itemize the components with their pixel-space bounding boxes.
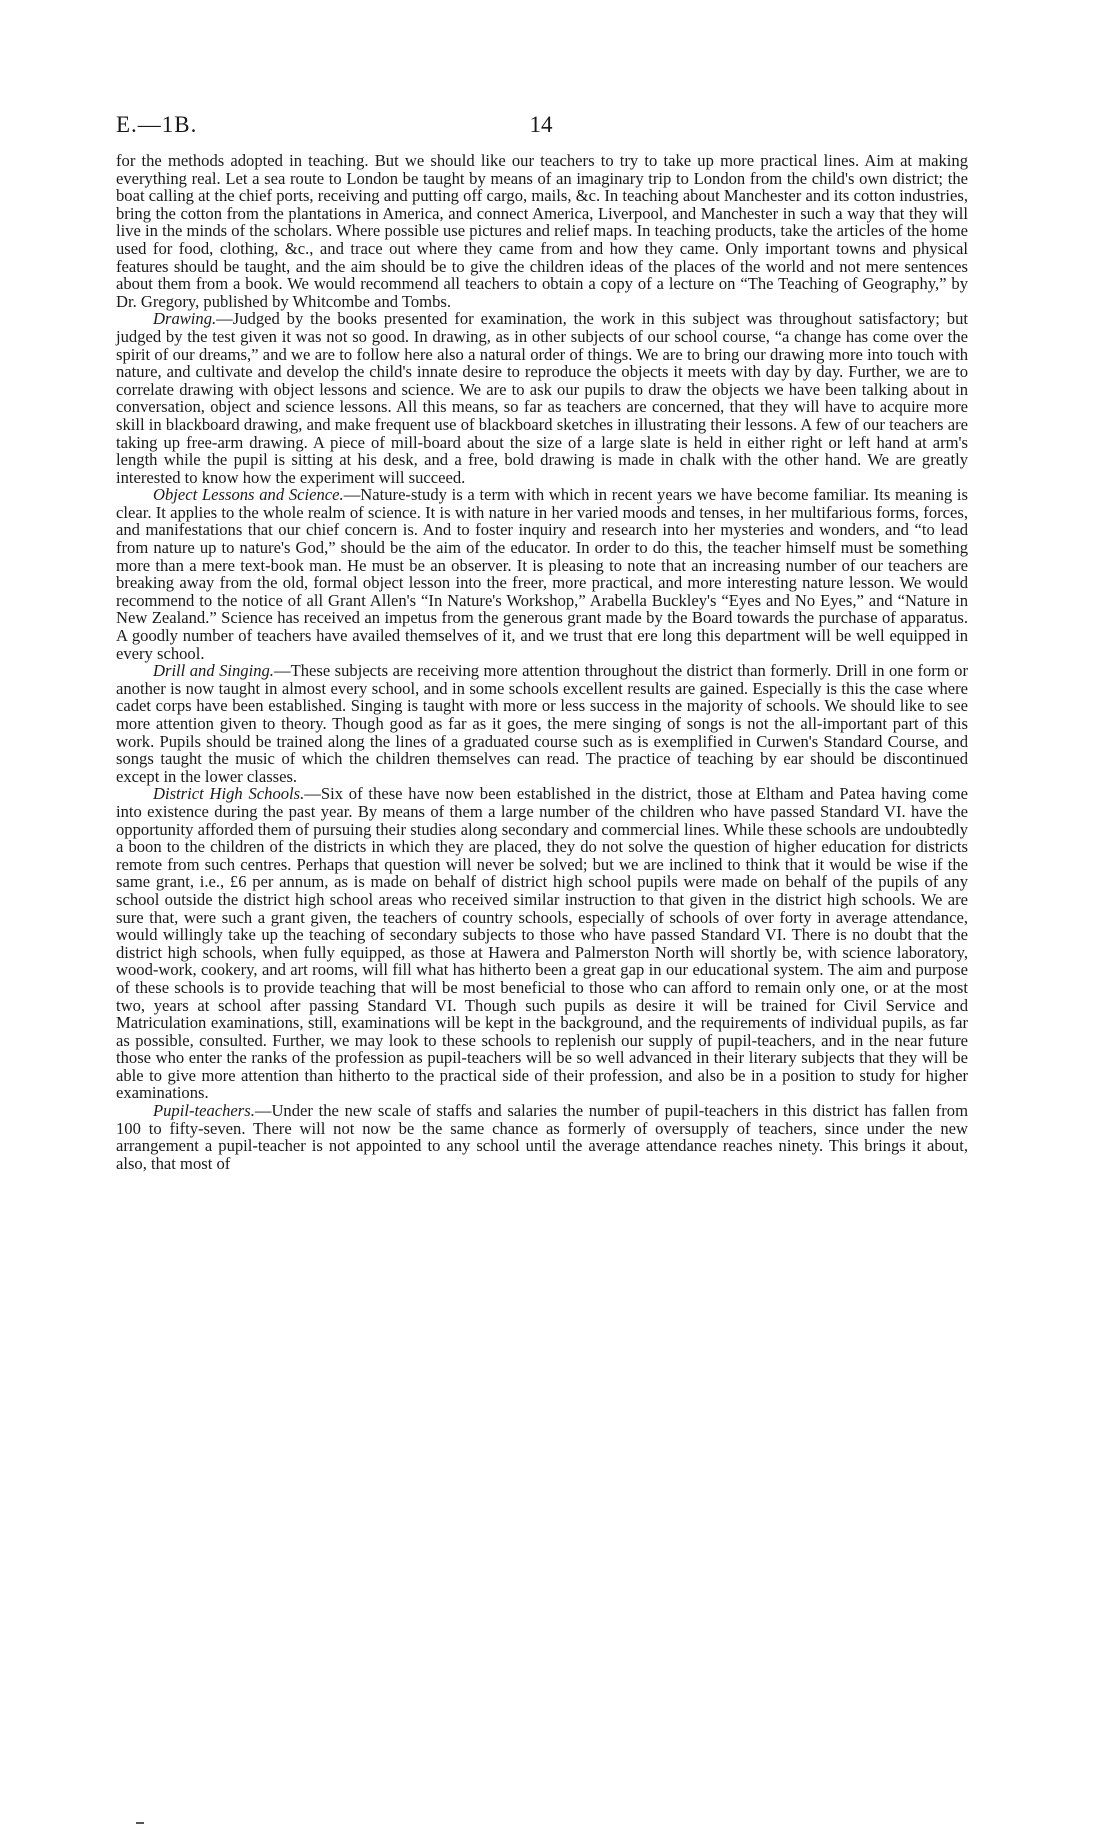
section-heading-district-high-schools: District High Schools.	[153, 784, 305, 804]
paragraph-object-lessons	[116, 486, 968, 662]
section-heading-object-lessons: Object Lessons and Science.	[153, 485, 344, 505]
page-body	[116, 152, 968, 1172]
paragraph-text: for the methods adopted in teaching. But we should like our teachers to try to take up more practical lines. Aim at making everything real. Let a sea route to London be taught by means of an imaginary trip to London from the child's own district; the boat calling at the chief ports, receiving and putting off cargo, mails, &c. In teaching about Manchester and its cotton industries, bring the cotton from the plantations in America, and connect America, Liverpool, and Manchester in such a way that they will live in the minds of the scholars. Where possible use pictures and relief maps. In teaching products, take the articles of the home used for food, clothing, &c., and trace out where they came from and how they came. Only important towns and physical features should be taught, and the aim should be to give the children ideas of the places of the world and not mere sentences about them from a book. We would recommend all teachers to obtain a copy of a lecture on “The Teaching of Geography,” by Dr. Gregory, published by Whitcombe and Tombs.	[116, 151, 968, 311]
page-number: 14	[529, 112, 553, 137]
section-heading-pupil-teachers: Pupil-teachers.	[153, 1101, 255, 1121]
page-header	[116, 112, 966, 142]
paragraph-text: —Nature-study is a term with which in recent years we have become familiar. Its meaning is clear. It applies to the whole realm of science. It is with nature in her varied moods and tenses, in her multifarious forms, forces, and manifestations that our chief concern is. And to foster inquiry and research into her mysteries and wonders, and “to lead from nature up to nature's God,” should be the aim of the educator. In order to do this, the teacher himself must be something more than a mere text-book man. He must be an observer. It is pleasing to note that an increasing number of our teachers are breaking away from the old, formal object lesson into the freer, more practical, and more interesting nature lesson. We would recommend to the notice of all Grant Allen's “In Nature's Workshop,” Arabella Buckley's “Eyes and No Eyes,” and “Nature in New Zealand.” Science has received an impetus from the generous grant made by the Board towards the purchase of apparatus. A goodly number of teachers have availed themselves of it, and we trust that ere long this department will be well equipped in every school.	[116, 485, 968, 663]
paragraph-pupil-teachers	[116, 1102, 968, 1172]
paragraph-drawing	[116, 310, 968, 486]
paragraph-text: —Under the new scale of staffs and salaries the number of pupil-teachers in this district has fallen from 100 to fifty-seven. There will not now be the same chance as formerly of oversupply of teachers, since under the new arrangement a pupil-teacher is not appointed to any school until the average attendance reaches ninety. This brings it about, also, that most of	[116, 1101, 968, 1173]
section-heading-drawing: Drawing.	[153, 309, 217, 329]
section-heading-drill-singing: Drill and Singing.	[153, 661, 274, 681]
paragraph-text: —Six of these have now been established in the district, those at Eltham and Patea having come into existence during the past year. By means of them a large number of the children who have passed Standard VI. have the opportunity afforded them of pursuing their studies along secondary and commercial lines. While these schools are undoubtedly a boon to the children of the districts in which they are placed, they do not solve the question of higher education for districts remote from such centres. Perhaps that question will never be solved; but we are inclined to think that it would be wise if the same grant, i.e., £6 per annum, as is made on behalf of district high school pupils were made on behalf of the pupils of any school outside the district high school areas who received similar instruction to that given in the district high schools. We are sure that, were such a grant given, the teachers of country schools, especially of schools of over forty in average attendance, would willingly take up the teaching of secondary subjects to those who have passed Standard VI. There is no doubt that the district high schools, when fully equipped, as those at Hawera and Palmerston North will shortly be, with science laboratory, wood-work, cookery, and art rooms, will fill what has hitherto been a great gap in our educational system. The aim and purpose of these schools is to provide teaching that will be most beneficial to those who can afford to remain only one, or at the most two, years at school after passing Standard VI. Though such pupils as desire it will be trained for Civil Service and Matriculation examinations, still, examinations will be kept in the background, and the requirements of individual pupils, as far as possible, consulted. Further, we may look to these schools to replenish our supply of pupil-teachers, and in the near future those who enter the ranks of the profession as pupil-teachers will be so well advanced in their literary subjects that they will be able to give more attention than hitherto to the practical side of their profession, and also be in a position to study for higher examinations.	[116, 784, 968, 1103]
paragraph-district-high-schools	[116, 785, 968, 1102]
paragraph-geography-continued	[116, 152, 968, 310]
paragraph-text: —Judged by the books presented for examination, the work in this subject was throughout satisfactory; but judged by the test given it was not so good. In drawing, as in other subjects of our school course, “a change has come over the spirit of our dreams,” and we are to follow here also a natural order of things. We are to bring our drawing more into touch with nature, and cultivate and develop the child's innate desire to reproduce the objects it meets with day by day. Further, we are to correlate drawing with object lessons and science. We are to ask our pupils to draw the objects we have been talking about in conversation, object and science lessons. All this means, so far as teachers are concerned, that they will have to acquire more skill in blackboard drawing, and make frequent use of blackboard sketches in illustrating their lessons. A few of our teachers are taking up free-arm drawing. A piece of mill-board about the size of a large slate is held in either right or left hand at arm's length while the pupil is sitting at his desk, and a free, bold drawing is made in chalk with the other hand. We are greatly interested to know how the experiment will succeed.	[116, 309, 968, 487]
paragraph-text: —These subjects are receiving more attention throughout the district than formerly. Drill in one form or another is now taught in almost every school, and in some schools excellent results are gained. Especially is this the case where cadet corps have been established. Singing is taught with more or less success in the majority of schools. We should like to see more attention given to theory. Though good as far as it goes, the mere singing of songs is not the all-important part of this work. Pupils should be trained along the lines of a graduated course such as is exemplified in Curwen's Standard Course, and songs taught the music of which the children themselves can read. The practice of teaching by ear should be discontinued except in the lower classes.	[116, 661, 968, 786]
scan-mark	[136, 1822, 144, 1824]
document-reference: E.—1B.	[116, 112, 198, 137]
paragraph-drill-singing	[116, 662, 968, 785]
